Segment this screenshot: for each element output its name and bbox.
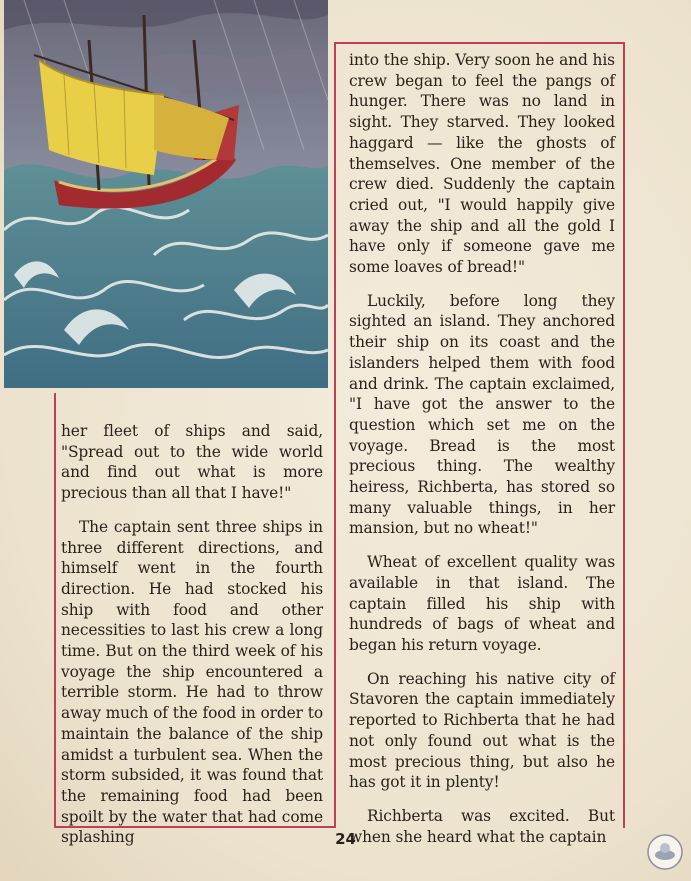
paragraph: Richberta was excited. But when she heard what the captain <box>349 806 615 846</box>
paragraph: On reaching his native city of Stavoren the captain immediately reported to Richberta that he had not only found out what is the most precious thing, but also he has got it in plenty! <box>349 669 615 792</box>
page-number: 24 <box>335 830 356 848</box>
paragraph: Wheat of excellent quality was available in that island. The captain filled his ship with hundreds of bags of wheat and began his return voyage. <box>349 553 615 654</box>
publisher-logo-icon <box>646 833 684 871</box>
left-text-column <box>61 421 323 848</box>
paragraph: her fleet of ships and said, "Spread out to the wide world and find out what is more precious than all that I have!" <box>61 422 323 503</box>
paragraph: Luckily, before long they sighted an island. They anchored their ship on its coast and the islanders helped them with food and drink. The captain exclaimed, "I have got the answer to the question which set me on the voyage. Bread is the most precious thing. The wealthy heiress, Richberta, has stored so many valuable things, in her mansion, but no wheat!" <box>349 291 615 538</box>
paragraph: The captain sent three ships in three different directions, and himself went in the fourth direction. He had stocked his ship with food and other necessities to last his crew a long time. But on the third week of his voyage the ship encountered a terrible storm. He had to throw away much of the food in order to maintain the balance of the ship amidst a turbulent sea. When the storm subsided, it was found that the remaining food had been spoilt by the water that had come splashing <box>61 517 323 847</box>
right-text-column <box>349 50 615 847</box>
ship-storm-illustration <box>4 0 328 388</box>
paragraph: into the ship. Very soon he and his crew began to feel the pangs of hunger. There was no land in sight. They starved. They looked haggard — like the ghosts of themselves. One member of the crew died. Suddenly the captain cried out, "I would happily give away the ship and all the gold I have only if someone gave me some loaves of bread!" <box>349 51 615 277</box>
